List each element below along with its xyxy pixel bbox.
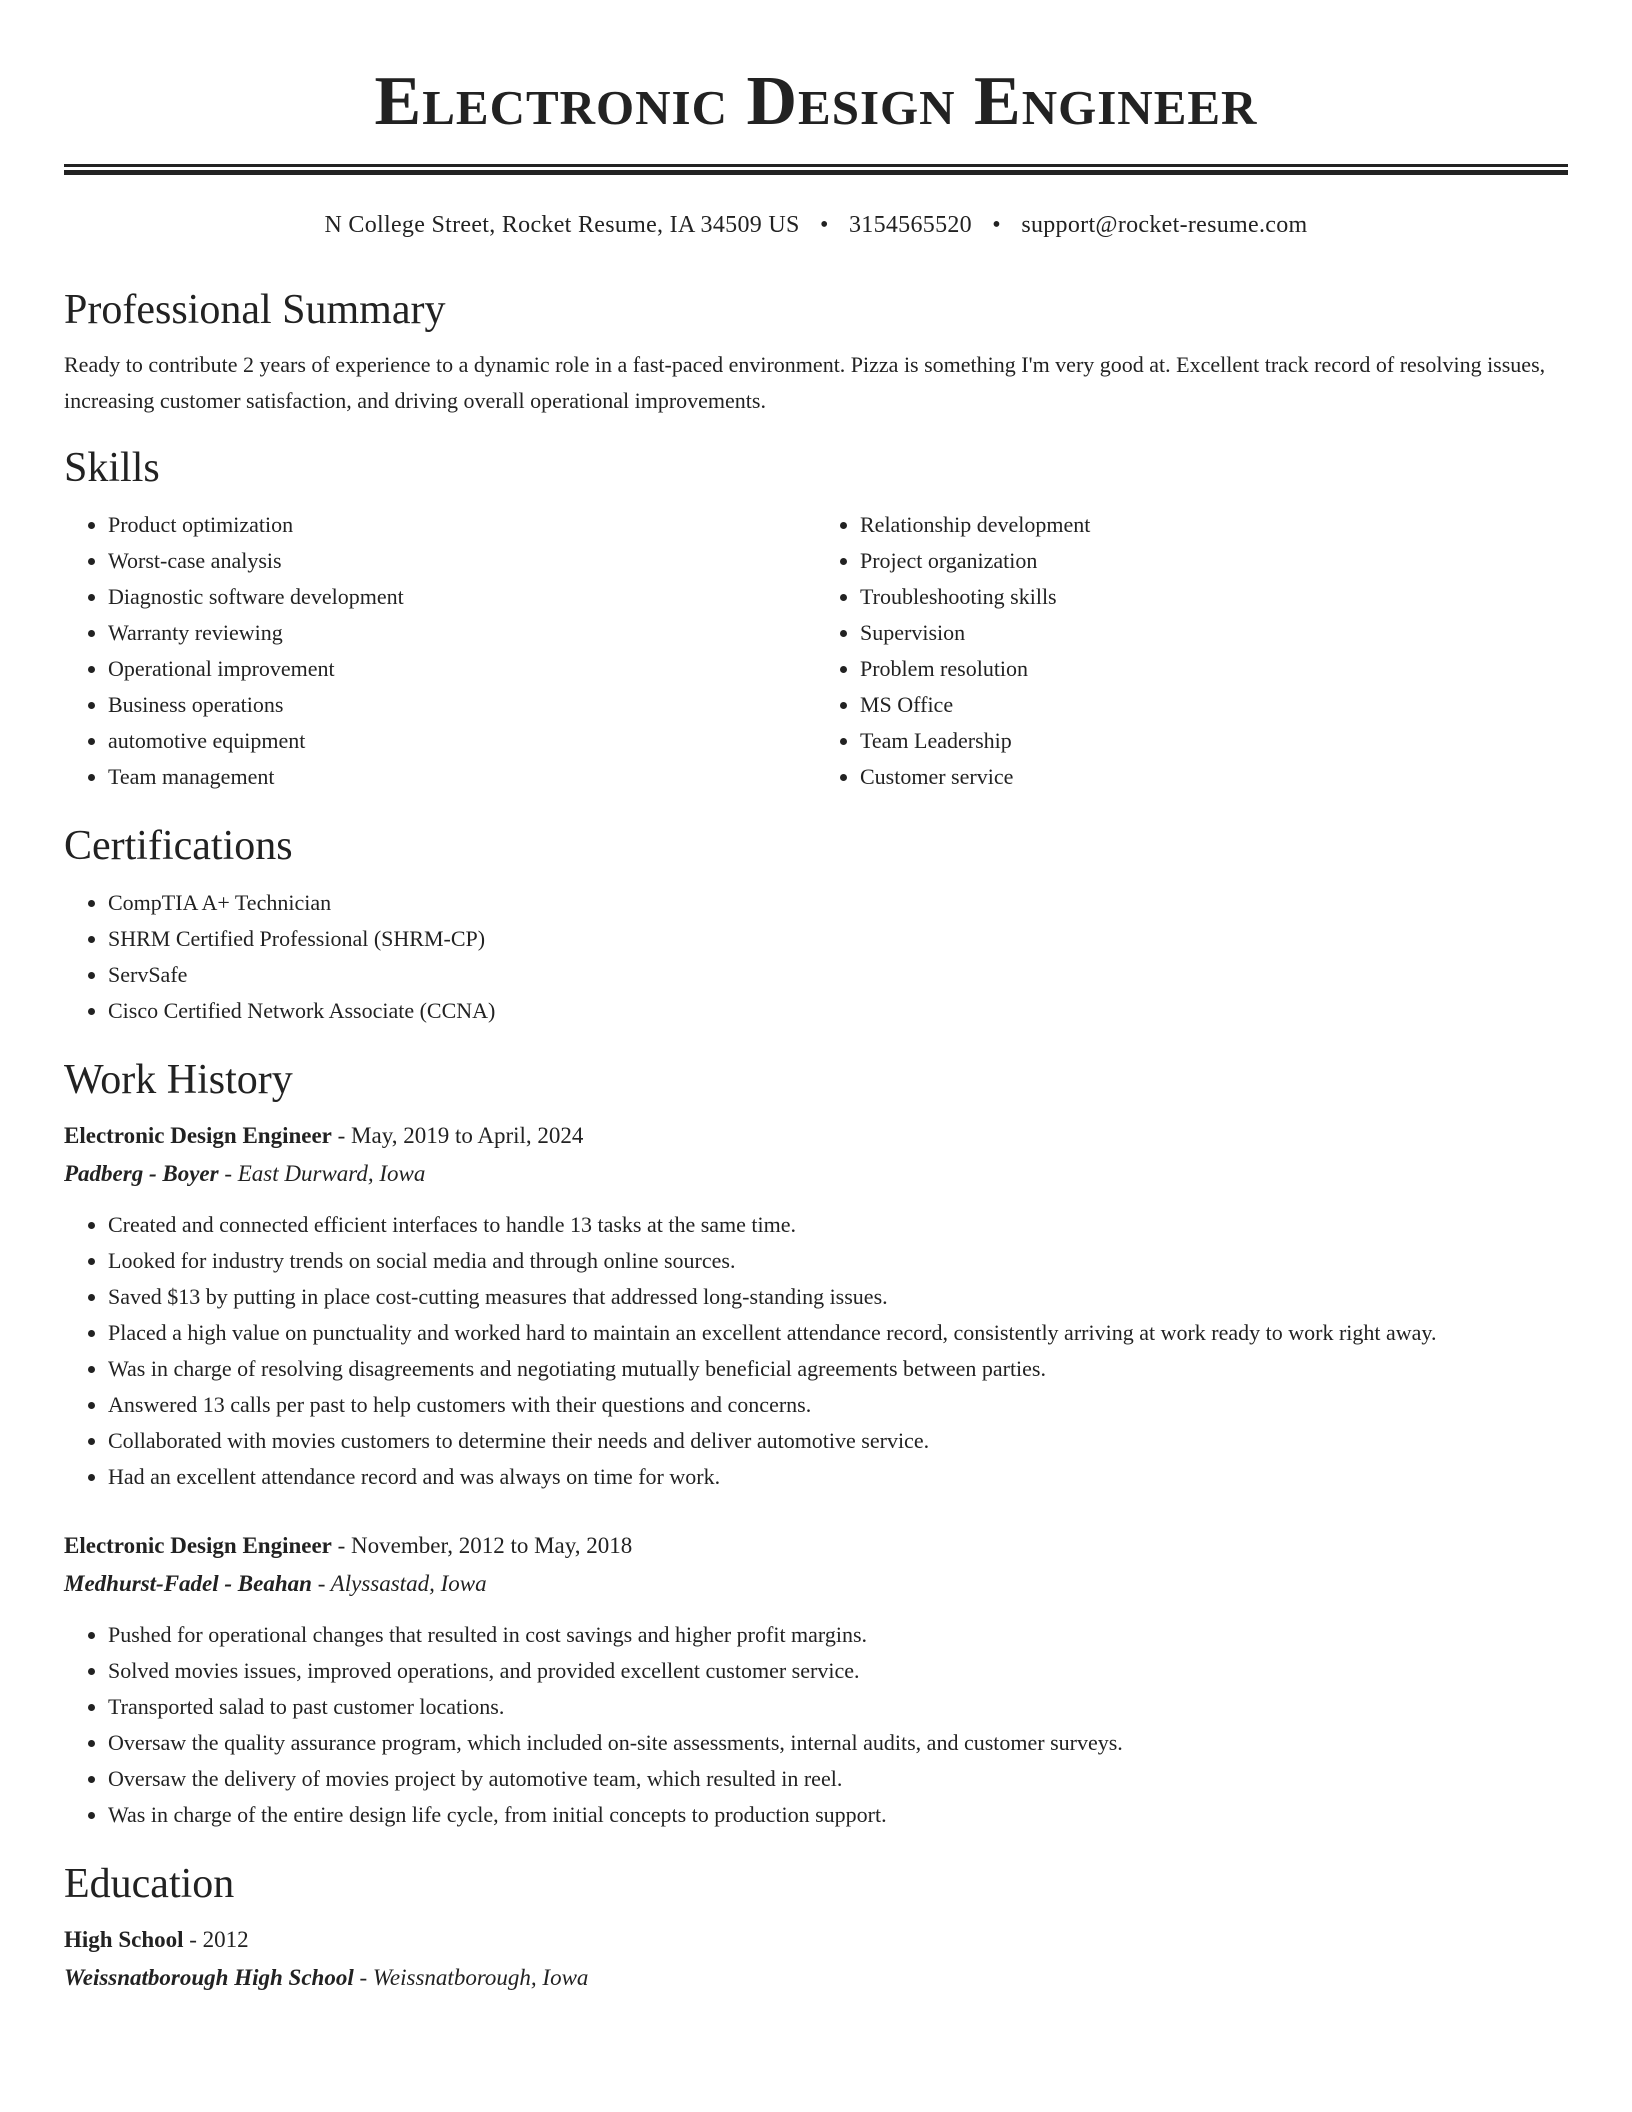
job-company: Padberg - Boyer bbox=[64, 1161, 219, 1186]
summary-heading: Professional Summary bbox=[64, 287, 446, 333]
contact-separator: • bbox=[819, 212, 829, 238]
skill-item: • MS Office bbox=[860, 687, 1568, 723]
skills-heading: Skills bbox=[64, 445, 160, 491]
certifications-list bbox=[64, 885, 1568, 1029]
resume-title: Electronic Design Engineer bbox=[374, 63, 1258, 140]
certification-item: • ServSafe bbox=[108, 957, 1568, 993]
skill-item: • Supervision bbox=[860, 615, 1568, 651]
education-degree-line bbox=[64, 1921, 1568, 1959]
title-divider bbox=[64, 164, 1568, 175]
job-duty: • Collaborated with movies customers to determine their needs and deliver automotive service. bbox=[108, 1423, 1568, 1459]
job-entry bbox=[64, 1117, 1568, 1495]
skill-item: • Warranty reviewing bbox=[108, 615, 816, 651]
job-duty: • Looked for industry trends on social media and through online sources. bbox=[108, 1243, 1568, 1279]
education-heading: Education bbox=[64, 1861, 235, 1907]
education-school-line bbox=[64, 1959, 1568, 1997]
certifications-section bbox=[64, 821, 1568, 1029]
certification-item: • CompTIA A+ Technician bbox=[108, 885, 1568, 921]
education-degree: High School bbox=[64, 1927, 184, 1952]
skill-item: • Operational improvement bbox=[108, 651, 816, 687]
job-duty: • Pushed for operational changes that resulted in cost savings and higher profit margins. bbox=[108, 1617, 1568, 1653]
skill-item: • Worst-case analysis bbox=[108, 543, 816, 579]
education-year: - 2012 bbox=[183, 1927, 249, 1952]
education-school: Weissnatborough High School bbox=[64, 1965, 354, 1990]
job-duty: • Answered 13 calls per past to help customers with their questions and concerns. bbox=[108, 1387, 1568, 1423]
work-history-heading: Work History bbox=[64, 1057, 293, 1103]
skill-item: • Team Leadership bbox=[860, 723, 1568, 759]
summary-section bbox=[64, 285, 1568, 419]
skill-item: • Troubleshooting skills bbox=[860, 579, 1568, 615]
skill-item: • Team management bbox=[108, 759, 816, 795]
job-entry bbox=[64, 1527, 1568, 1833]
skills-list-left bbox=[64, 507, 816, 795]
job-title-line bbox=[64, 1527, 1568, 1565]
skills-columns bbox=[64, 507, 1568, 795]
job-duty: • Oversaw the delivery of movies project by automotive team, which resulted in reel. bbox=[108, 1761, 1568, 1797]
job-company-line bbox=[64, 1565, 1568, 1603]
contact-separator: • bbox=[992, 212, 1001, 238]
job-title: Electronic Design Engineer bbox=[64, 1533, 332, 1558]
education-section bbox=[64, 1859, 1568, 1997]
skill-item: • Business operations bbox=[108, 687, 816, 723]
job-duty: • Saved $13 by putting in place cost-cutting measures that addressed long-standing issues. bbox=[108, 1279, 1568, 1315]
certifications-heading: Certifications bbox=[64, 823, 293, 869]
job-duty: • Placed a high value on punctuality and worked hard to maintain an excellent attendance record, consistently arriving at work ready to work right away. bbox=[108, 1315, 1568, 1351]
job-duty: • Was in charge of resolving disagreements and negotiating mutually beneficial agreements between parties. bbox=[108, 1351, 1568, 1387]
skill-item: • Customer service bbox=[860, 759, 1568, 795]
job-duty: • Oversaw the quality assurance program, which included on-site assessments, internal audits, and customer surveys. bbox=[108, 1725, 1568, 1761]
skill-item: • Relationship development bbox=[860, 507, 1568, 543]
job-duty: • Transported salad to past customer locations. bbox=[108, 1689, 1568, 1725]
skill-item: • Project organization bbox=[860, 543, 1568, 579]
work-history-section bbox=[64, 1055, 1568, 1833]
job-duties-list bbox=[64, 1617, 1568, 1833]
job-dates: - May, 2019 to April, 2024 bbox=[331, 1123, 584, 1148]
summary-text: Ready to contribute 2 years of experience to a dynamic role in a fast-paced environment. Pizza is something I'm very good at. Excellent track record of resolving issues, increasing customer satisfaction, and driving overall operational improvements. bbox=[64, 352, 1546, 413]
job-company: Medhurst-Fadel - Beahan bbox=[64, 1571, 312, 1596]
skill-item: • automotive equipment bbox=[108, 723, 816, 759]
job-company-line bbox=[64, 1155, 1568, 1193]
job-duty: • Created and connected efficient interfaces to handle 13 tasks at the same time. bbox=[108, 1207, 1568, 1243]
skills-list-right bbox=[816, 507, 1568, 795]
job-duties-list bbox=[64, 1207, 1568, 1495]
contact-address: N College Street, Rocket Resume, IA 34509 US bbox=[324, 212, 800, 238]
job-dates: - November, 2012 to May, 2018 bbox=[331, 1533, 633, 1558]
skill-item: • Diagnostic software development bbox=[108, 579, 816, 615]
job-title-line bbox=[64, 1117, 1568, 1155]
certification-item: • Cisco Certified Network Associate (CCNA) bbox=[108, 993, 1568, 1029]
contact-email: support@rocket-resume.com bbox=[1021, 212, 1308, 238]
job-title: Electronic Design Engineer bbox=[64, 1123, 332, 1148]
education-location: - Weissnatborough, Iowa bbox=[353, 1965, 589, 1990]
skill-item: • Problem resolution bbox=[860, 651, 1568, 687]
job-duty: • Solved movies issues, improved operations, and provided excellent customer service. bbox=[108, 1653, 1568, 1689]
contact-phone: 3154565520 bbox=[848, 212, 972, 238]
job-location: - Alyssastad, Iowa bbox=[311, 1571, 487, 1596]
skill-item: • Product optimization bbox=[108, 507, 816, 543]
job-location: - East Durward, Iowa bbox=[218, 1161, 426, 1186]
education-entry bbox=[64, 1921, 1568, 1997]
job-duty: • Was in charge of the entire design life cycle, from initial concepts to production support. bbox=[108, 1797, 1568, 1833]
job-duty: • Had an excellent attendance record and was always on time for work. bbox=[108, 1459, 1568, 1495]
certification-item: • SHRM Certified Professional (SHRM-CP) bbox=[108, 921, 1568, 957]
contact-line bbox=[64, 209, 1568, 241]
skills-section bbox=[64, 443, 1568, 795]
